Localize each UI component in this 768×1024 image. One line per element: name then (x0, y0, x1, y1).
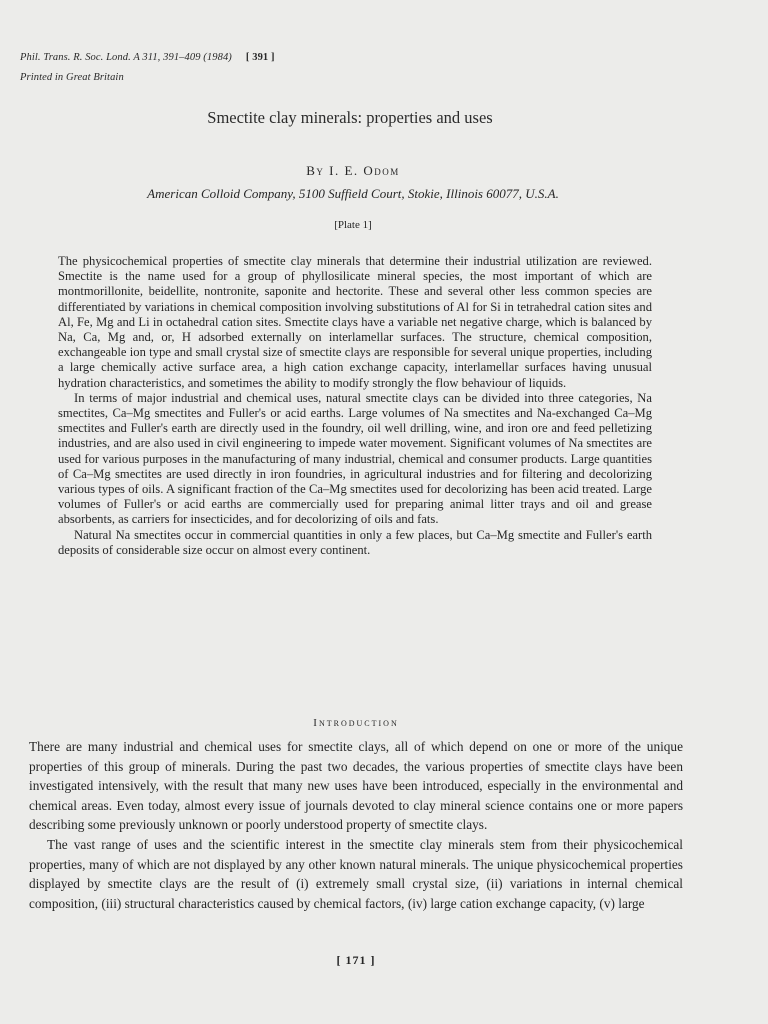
body-paragraph: There are many industrial and chemical uses for smectite clays, all of which depend on one or more of the unique properties of this group of minerals. During the past two decades, the various properties of smectite clays have been investigated intensively, with the result that many new uses have been introduced, especially in the environmental and chemical areas. Even today, almost every issue of journals devoted to clay mineral science contains one or more papers describing some previously unknown or poorly understood property of smectite clays. (29, 739, 683, 833)
page-number-bracket: [ 391 ] (245, 52, 275, 63)
section-heading-introduction: Introduction (313, 717, 399, 729)
paper-title: Smectite clay minerals: properties and uses (207, 108, 493, 127)
journal-citation (20, 52, 275, 63)
abstract-paragraph: In terms of major industrial and chemical uses, natural smectite clays can be divided into three categories, Na smectites, Ca–Mg smectites and Fuller's or acid earths. Large volumes of Na smectites and Na-exchanged Ca–Mg smectites and Fuller's earth are directly used in the foundry, oil well drilling, wine, and iron ore and feed pelletizing industries, and are also used in civil engineering to impede water movement. Significant volumes of Na smectites are used for various purposes in the manufacturing of many industrial, chemical and consumer products. Large quantities of Ca–Mg smectites are used directly in iron foundries, in agricultural industries and for filtering and decolorizing various types of oils. A significant fraction of the Ca–Mg smectites used for decolorizing has been acid treated. Large volumes of Fuller's or acid earths are commercially used for preparing animal litter trays and oil and grease absorbents, as carriers for insecticides, and for decolorizing of oils and fats. (58, 390, 652, 527)
author-byline: By I. E. Odom (306, 163, 400, 178)
abstract-paragraph: The physicochemical properties of smectite clay minerals that determine their industrial utilization are reviewed. Smectite is the name used for a group of phyllosilicate mineral species, the most important of which are montmorillonite, beidellite, nontronite, saponite and hectorite. These and several other less common species are differentiated by variations in chemical composition involving substitutions of Al for Si in tetrahedral cation sites and Al, Fe, Mg and Li in octahedral cation sites. Smectite clays have a variable net negative charge, which is balanced by Na, Ca, Mg and, or, H adsorbed externally on interlamellar surfaces. The structure, chemical composition, exchangeable ion type and small crystal size of smectite clays are responsible for several unique properties, including a large chemically active surface area, a high cation exchange capacity, interlamellar surfaces having unusual hydration characteristics, and sometimes the ability to modify strongly the flow behaviour of liquids. (58, 254, 652, 390)
introduction-body (29, 737, 683, 913)
abstract-paragraph: Natural Na smectites occur in commercial quantities in only a few places, but Ca–Mg smectite and Fuller's earth deposits of considerable size occur on almost every continent. (58, 527, 652, 557)
abstract (58, 254, 652, 558)
body-paragraph: The vast range of uses and the scientific interest in the smectite clay minerals stem from their physicochemical properties, many of which are not displayed by any other known natural minerals. The unique physicochemical properties displayed by smectite clays are the result of (i) extremely small crystal size, (ii) variations in internal chemical composition, (iii) structural characteristics caused by chemical factors, (iv) large cation exchange capacity, (v) large (29, 836, 683, 911)
plate-reference: [Plate 1] (334, 219, 372, 231)
folio-page-number: [ 171 ] (336, 953, 376, 967)
printed-in-note: Printed in Great Britain (20, 72, 124, 83)
citation-text: Phil. Trans. R. Soc. Lond. A 311, 391–409 (1984) (20, 52, 232, 63)
author-affiliation: American Colloid Company, 5100 Suffield Court, Stokie, Illinois 60077, U.S.A. (147, 186, 559, 201)
